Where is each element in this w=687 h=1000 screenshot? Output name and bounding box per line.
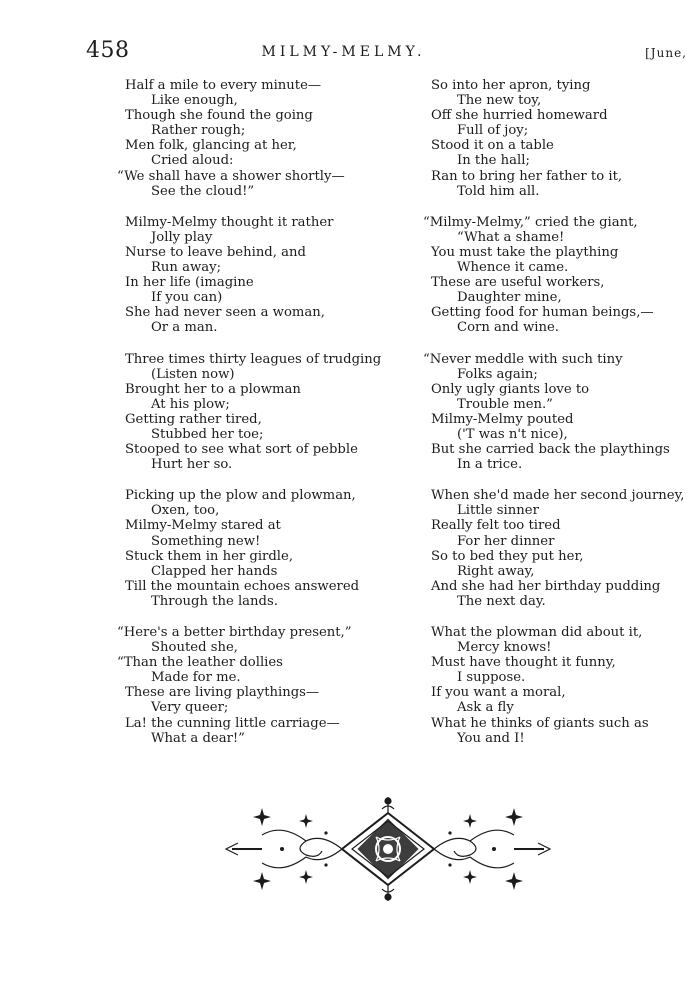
month-label: [June, bbox=[645, 46, 687, 60]
poem-line: Stood it on a table bbox=[431, 138, 554, 154]
poem-line: Something new! bbox=[151, 533, 261, 549]
stanza bbox=[117, 78, 405, 199]
poem-line: In her life (imagine bbox=[125, 275, 254, 291]
poem-line: When she'd made her second journey, bbox=[431, 488, 685, 504]
poem-line: Stubbed her toe; bbox=[151, 426, 264, 442]
running-title: MILMY-MELMY. bbox=[261, 44, 426, 60]
poem-line: “We shall have a shower shortly— bbox=[117, 168, 345, 184]
poem-line: Daughter mine, bbox=[457, 290, 562, 306]
poem-line: “Never meddle with such tiny bbox=[423, 351, 623, 367]
stanza bbox=[431, 488, 685, 609]
poem-line: But she carried back the playthings bbox=[431, 442, 670, 458]
page-number: 458 bbox=[86, 38, 130, 63]
poem-line: In a trice. bbox=[457, 457, 523, 473]
poem-line: For her dinner bbox=[457, 533, 555, 549]
poem-line: Though she found the going bbox=[125, 108, 313, 124]
poem-line: You and I! bbox=[457, 730, 525, 746]
poem-left-column bbox=[117, 78, 405, 762]
poem-line: Cried aloud: bbox=[151, 153, 234, 169]
poem-line: These are living playthings— bbox=[125, 685, 320, 701]
poem-line: The new toy, bbox=[457, 93, 542, 109]
stanza bbox=[125, 488, 405, 609]
poem-right-column bbox=[423, 78, 685, 762]
poem-line: Must have thought it funny, bbox=[431, 655, 616, 671]
poem-line: Milmy-Melmy stared at bbox=[125, 518, 281, 534]
poem-line: Only ugly giants love to bbox=[431, 381, 590, 397]
poem-line: Told him all. bbox=[457, 183, 540, 199]
poem-line: Getting rather tired, bbox=[125, 411, 262, 427]
poem-line: Jolly play bbox=[151, 229, 213, 245]
poem-line: Stooped to see what sort of pebble bbox=[125, 442, 358, 458]
stanza bbox=[423, 351, 681, 473]
stanza bbox=[431, 625, 681, 746]
poem-line: These are useful workers, bbox=[431, 275, 605, 291]
stanza bbox=[125, 352, 405, 473]
poem-line: Through the lands. bbox=[151, 593, 278, 609]
poem-line: Half a mile to every minute— bbox=[125, 78, 322, 93]
poem-line: If you can) bbox=[151, 290, 223, 306]
poem-line: Corn and wine. bbox=[457, 320, 560, 336]
poem-line: She had never seen a woman, bbox=[125, 305, 325, 321]
poem-line: Hurt her so. bbox=[151, 457, 233, 473]
poem-line: Till the mountain echoes answered bbox=[125, 578, 360, 594]
poem-line: Three times thirty leagues of trudging bbox=[125, 351, 382, 367]
poem-line: (Listen now) bbox=[151, 366, 235, 382]
poem-line: Rather rough; bbox=[151, 123, 246, 139]
poem-line: ('T was n't nice), bbox=[457, 426, 568, 442]
poem-line: “Than the leather dollies bbox=[117, 655, 283, 671]
poem-line: “Milmy-Melmy,” cried the giant, bbox=[423, 214, 638, 230]
poem-line: Men folk, glancing at her, bbox=[125, 138, 297, 154]
poem-line: Right away, bbox=[457, 563, 535, 579]
poem-line: At his plow; bbox=[151, 396, 230, 412]
poem-line: Milmy-Melmy thought it rather bbox=[125, 214, 334, 230]
poem-line: So into her apron, tying bbox=[431, 78, 591, 93]
poem-line: Very queer; bbox=[151, 700, 229, 716]
poem-line: Nurse to leave behind, and bbox=[125, 244, 306, 260]
poem-line: Clapped her hands bbox=[151, 563, 278, 579]
poem-line: Brought her to a plowman bbox=[125, 381, 301, 397]
poem-line: See the cloud!” bbox=[151, 183, 255, 199]
poem-line: I suppose. bbox=[457, 670, 526, 686]
stanza bbox=[431, 78, 681, 199]
poem-line: Oxen, too, bbox=[151, 503, 220, 519]
poem-line: You must take the plaything bbox=[431, 244, 619, 260]
poem-line: If you want a moral, bbox=[431, 685, 566, 701]
poem-line: Trouble men.” bbox=[457, 396, 553, 412]
poem-line: Like enough, bbox=[151, 93, 238, 109]
poem-line: In the hall; bbox=[457, 153, 530, 169]
stanza bbox=[423, 214, 681, 336]
stanza bbox=[125, 215, 405, 336]
poem-line: Whence it came. bbox=[457, 260, 569, 276]
poem-line: What he thinks of giants such as bbox=[431, 715, 649, 731]
poem-line: Milmy-Melmy pouted bbox=[431, 411, 574, 427]
poem-line: Ask a fly bbox=[457, 700, 514, 716]
poem-line: Ran to bring her father to it, bbox=[431, 168, 623, 184]
stanza bbox=[117, 625, 405, 746]
page-header bbox=[0, 38, 687, 68]
poem-line: Full of joy; bbox=[457, 123, 529, 139]
poem-line: Off she hurried homeward bbox=[431, 108, 608, 124]
poem-line: What a dear!” bbox=[151, 730, 245, 746]
poem-line: Really felt too tired bbox=[431, 518, 561, 534]
poem-line: Getting food for human beings,— bbox=[431, 305, 654, 321]
poem-line: Picking up the plow and plowman, bbox=[125, 488, 356, 504]
poem-line: What the plowman did about it, bbox=[431, 625, 643, 640]
poem-line: Made for me. bbox=[151, 670, 241, 686]
poem-line: Run away; bbox=[151, 260, 222, 276]
poem-line: The next day. bbox=[457, 593, 546, 609]
poem-line: Or a man. bbox=[151, 320, 218, 336]
poem-line: Little sinner bbox=[457, 503, 539, 519]
poem-line: Shouted she, bbox=[151, 640, 238, 656]
poem-line: La! the cunning little carriage— bbox=[125, 715, 340, 731]
poem-line: “Here's a better birthday present,” bbox=[117, 625, 352, 640]
poem-line: And she had her birthday pudding bbox=[431, 578, 661, 594]
poem-line: Mercy knows! bbox=[457, 640, 552, 656]
poem-line: “What a shame! bbox=[457, 229, 565, 245]
poem-line: So to bed they put her, bbox=[431, 548, 584, 564]
poem-line: Folks again; bbox=[457, 366, 538, 382]
floral-tailpiece-ornament-icon bbox=[222, 793, 554, 905]
poem-line: Stuck them in her girdle, bbox=[125, 548, 294, 564]
